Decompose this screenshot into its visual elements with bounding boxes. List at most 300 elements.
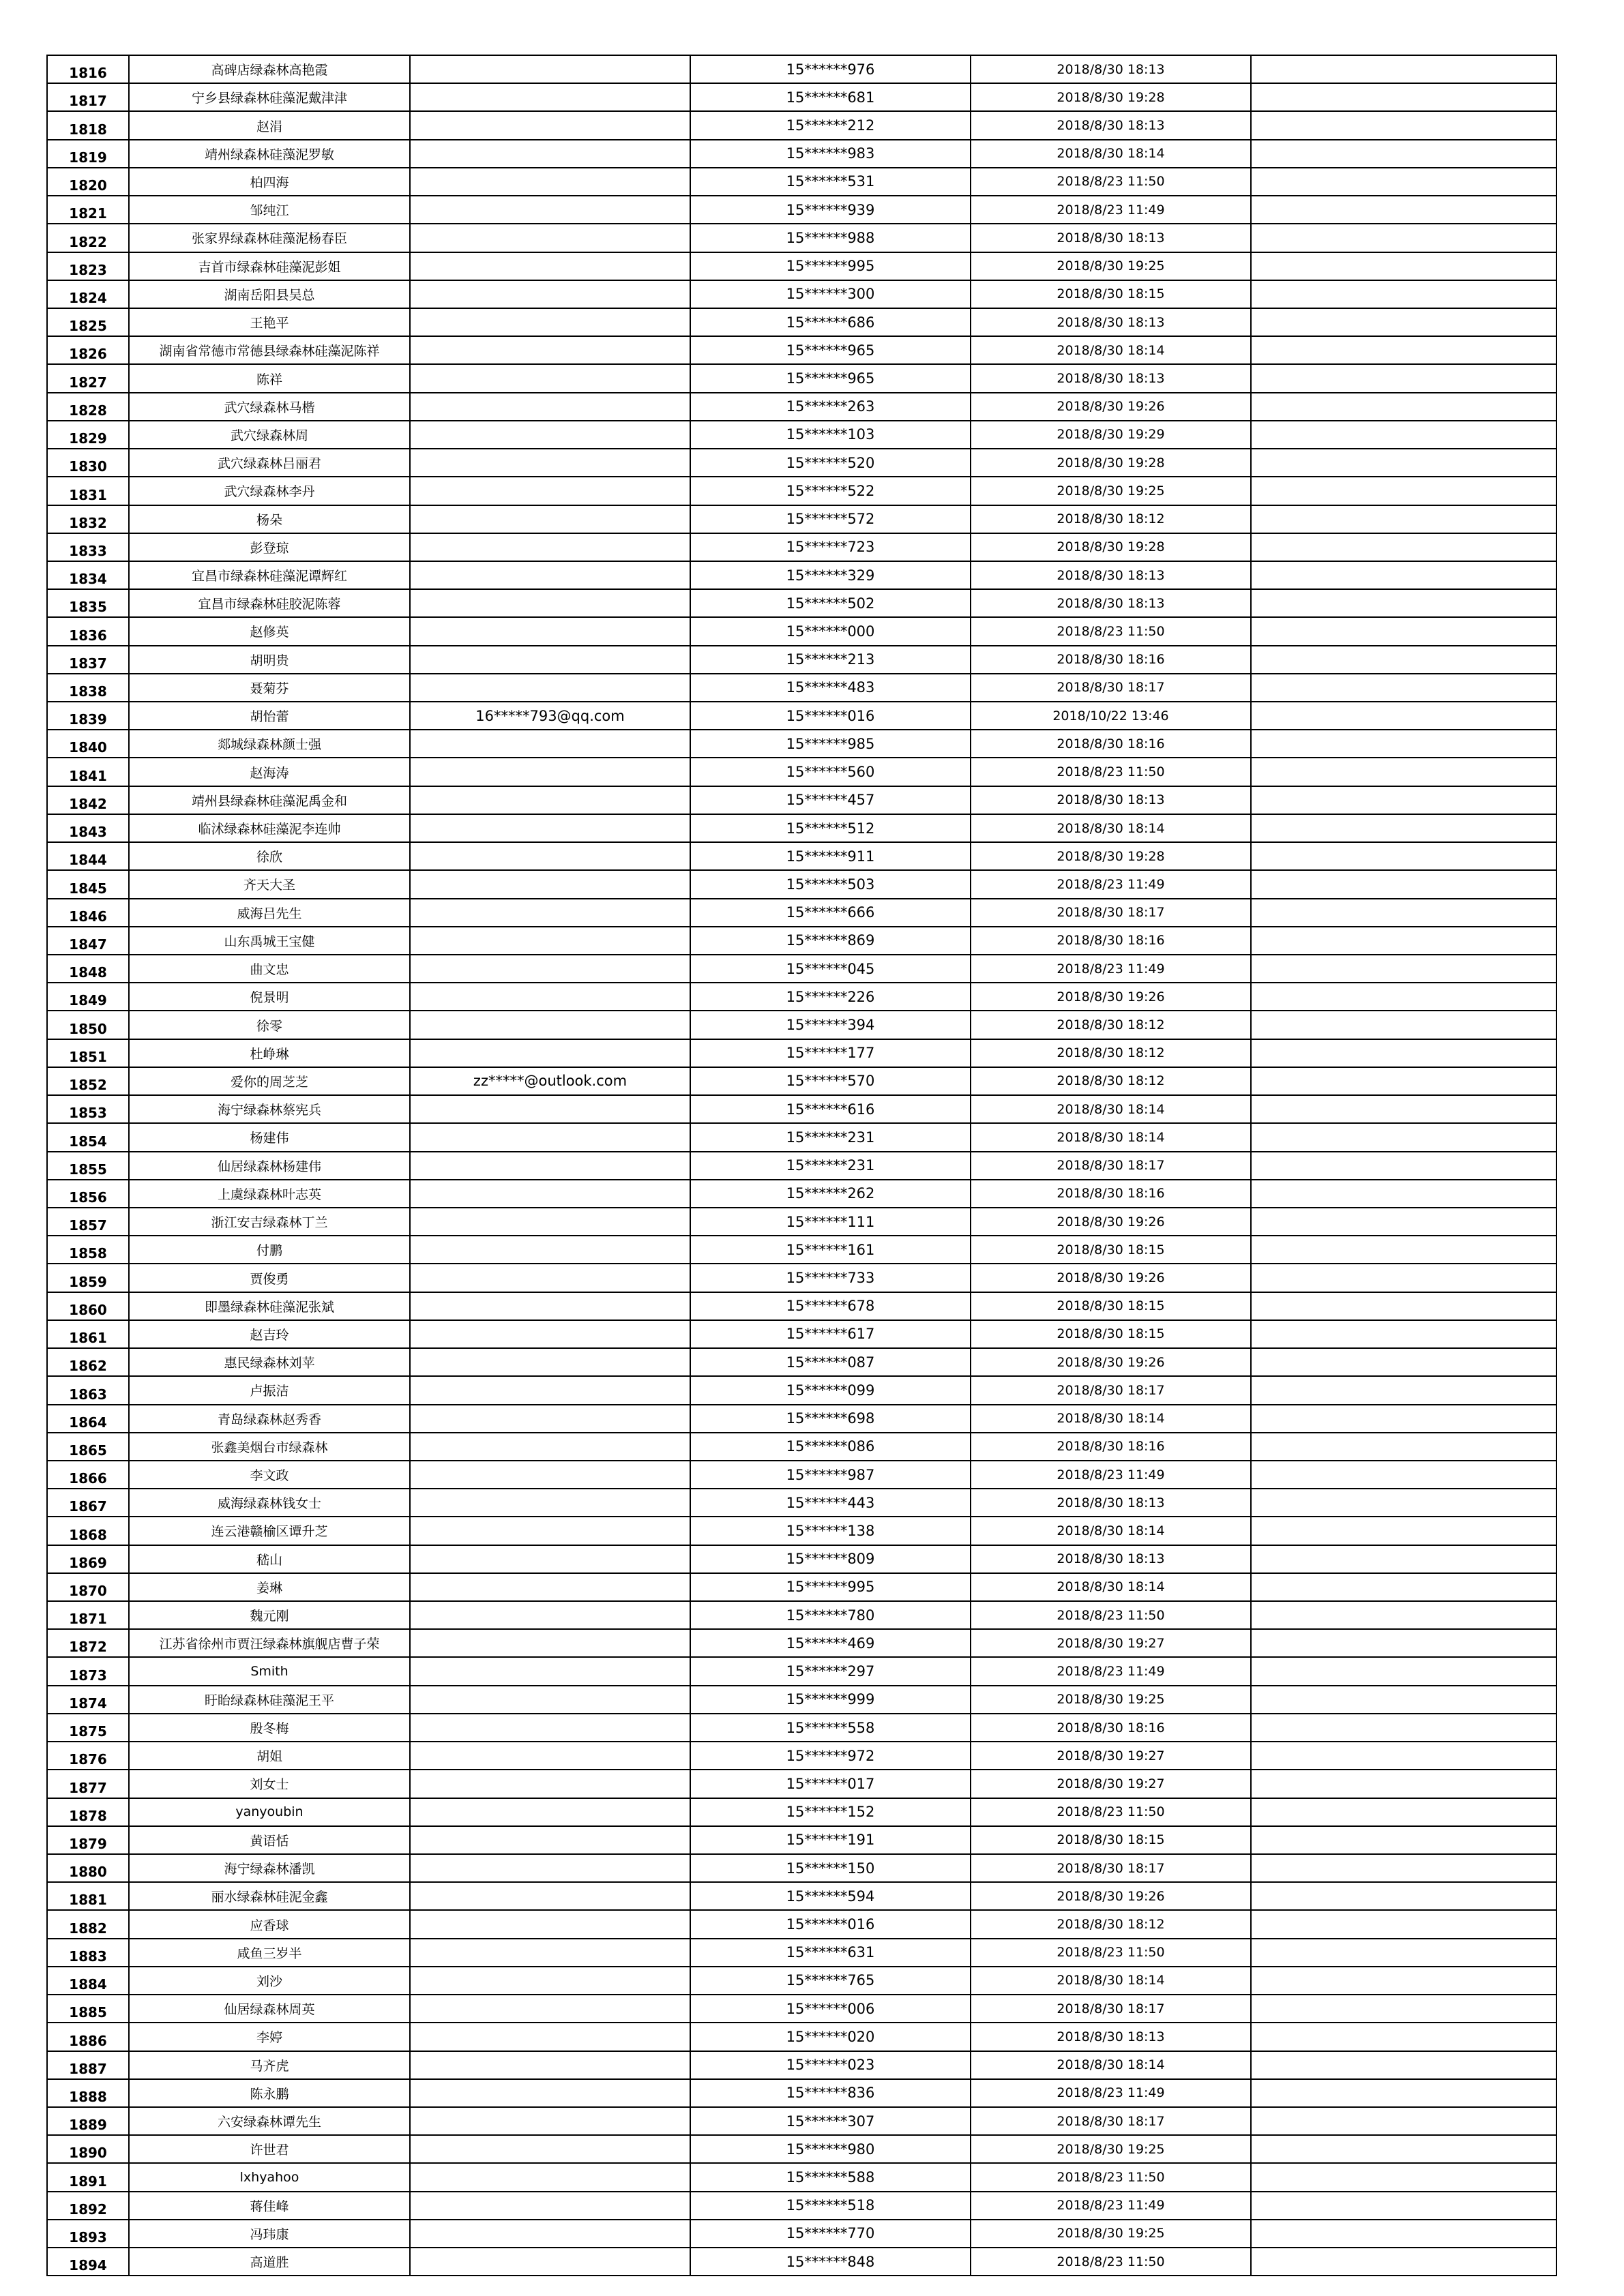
table-row xyxy=(47,1348,1556,1376)
row-number-cell: 1850 xyxy=(47,1011,129,1039)
name-cell: 武穴绿森林周 xyxy=(129,421,410,449)
table-row xyxy=(47,1376,1556,1404)
email-cell xyxy=(410,899,690,927)
empty-cell xyxy=(1251,2079,1556,2107)
timestamp-cell: 2018/8/30 18:16 xyxy=(971,1714,1251,1742)
table-row xyxy=(47,1039,1556,1067)
timestamp-cell: 2018/8/30 18:15 xyxy=(971,1320,1251,1348)
phone-cell: 15******560 xyxy=(690,758,971,786)
name-cell: 海宁绿森林潘凯 xyxy=(129,1854,410,1882)
phone-cell: 15******045 xyxy=(690,955,971,983)
empty-cell xyxy=(1251,280,1556,308)
row-number-cell: 1879 xyxy=(47,1826,129,1854)
row-number-cell: 1854 xyxy=(47,1123,129,1151)
timestamp-cell: 2018/8/30 18:16 xyxy=(971,1180,1251,1208)
name-cell: 胡姐 xyxy=(129,1742,410,1770)
name-cell: 徐零 xyxy=(129,1011,410,1039)
email-cell xyxy=(410,168,690,196)
row-number-cell: 1841 xyxy=(47,758,129,786)
phone-cell: 15******152 xyxy=(690,1798,971,1826)
phone-cell: 15******307 xyxy=(690,2107,971,2135)
empty-cell xyxy=(1251,1405,1556,1433)
row-number-cell: 1816 xyxy=(47,55,129,83)
timestamp-cell: 2018/8/30 18:14 xyxy=(971,2051,1251,2079)
row-number-cell: 1820 xyxy=(47,168,129,196)
timestamp-cell: 2018/8/30 18:16 xyxy=(971,730,1251,758)
name-cell: 惠民绿森林刘苹 xyxy=(129,1348,410,1376)
phone-cell: 15******911 xyxy=(690,842,971,870)
empty-cell xyxy=(1251,533,1556,561)
row-number-cell: 1859 xyxy=(47,1264,129,1292)
email-cell xyxy=(410,421,690,449)
name-cell: 高道胜 xyxy=(129,2248,410,2276)
table-row xyxy=(47,1264,1556,1292)
name-cell: 魏元刚 xyxy=(129,1601,410,1629)
timestamp-cell: 2018/8/23 11:49 xyxy=(971,1461,1251,1489)
empty-cell xyxy=(1251,1742,1556,1770)
phone-cell: 15******111 xyxy=(690,1208,971,1236)
row-number-cell: 1889 xyxy=(47,2107,129,2135)
table-row xyxy=(47,814,1556,842)
email-cell xyxy=(410,1629,690,1657)
row-number-cell: 1863 xyxy=(47,1376,129,1404)
name-cell: 仙居绿森林周英 xyxy=(129,1995,410,2023)
empty-cell xyxy=(1251,1826,1556,1854)
row-number-cell: 1866 xyxy=(47,1461,129,1489)
phone-cell: 15******995 xyxy=(690,1573,971,1601)
table-row xyxy=(47,1601,1556,1629)
phone-cell: 15******988 xyxy=(690,224,971,252)
table-row xyxy=(47,1910,1556,1938)
timestamp-cell: 2018/8/30 19:27 xyxy=(971,1742,1251,1770)
timestamp-cell: 2018/8/30 18:17 xyxy=(971,899,1251,927)
table-row xyxy=(47,1011,1556,1039)
row-number-cell: 1834 xyxy=(47,561,129,589)
empty-cell xyxy=(1251,421,1556,449)
timestamp-cell: 2018/8/30 18:13 xyxy=(971,589,1251,617)
empty-cell xyxy=(1251,1180,1556,1208)
row-number-cell: 1862 xyxy=(47,1348,129,1376)
email-cell xyxy=(410,2079,690,2107)
table-row xyxy=(47,2135,1556,2163)
phone-cell: 15******985 xyxy=(690,730,971,758)
email-cell xyxy=(410,364,690,392)
timestamp-cell: 2018/8/30 19:25 xyxy=(971,252,1251,280)
empty-cell xyxy=(1251,252,1556,280)
timestamp-cell: 2018/8/30 19:26 xyxy=(971,1348,1251,1376)
timestamp-cell: 2018/8/23 11:50 xyxy=(971,1798,1251,1826)
phone-cell: 15******017 xyxy=(690,1770,971,1798)
email-cell xyxy=(410,1348,690,1376)
row-number-cell: 1888 xyxy=(47,2079,129,2107)
empty-cell xyxy=(1251,1910,1556,1938)
row-number-cell: 1877 xyxy=(47,1770,129,1798)
table-row xyxy=(47,1742,1556,1770)
table-row xyxy=(47,617,1556,645)
name-cell: 宜昌市绿森林硅藻泥谭辉红 xyxy=(129,561,410,589)
email-cell xyxy=(410,1967,690,1995)
empty-cell xyxy=(1251,955,1556,983)
phone-cell: 15******020 xyxy=(690,2023,971,2051)
email-cell xyxy=(410,2051,690,2079)
row-number-cell: 1821 xyxy=(47,196,129,224)
table-row xyxy=(47,1714,1556,1742)
phone-cell: 15******617 xyxy=(690,1320,971,1348)
table-row xyxy=(47,1095,1556,1123)
records-table xyxy=(46,55,1557,2276)
empty-cell xyxy=(1251,2163,1556,2191)
email-cell xyxy=(410,1686,690,1714)
timestamp-cell: 2018/8/30 18:17 xyxy=(971,1854,1251,1882)
table-row xyxy=(47,2163,1556,2191)
table-row xyxy=(47,2107,1556,2135)
row-number-cell: 1824 xyxy=(47,280,129,308)
email-cell xyxy=(410,1292,690,1320)
phone-cell: 15******869 xyxy=(690,927,971,955)
phone-cell: 15******023 xyxy=(690,2051,971,2079)
timestamp-cell: 2018/8/23 11:49 xyxy=(971,870,1251,898)
row-number-cell: 1883 xyxy=(47,1939,129,1967)
phone-cell: 15******212 xyxy=(690,111,971,139)
empty-cell xyxy=(1251,308,1556,336)
timestamp-cell: 2018/8/23 11:50 xyxy=(971,168,1251,196)
timestamp-cell: 2018/8/23 11:50 xyxy=(971,1601,1251,1629)
email-cell xyxy=(410,730,690,758)
email-cell xyxy=(410,1208,690,1236)
phone-cell: 15******161 xyxy=(690,1236,971,1264)
row-number-cell: 1856 xyxy=(47,1180,129,1208)
name-cell: 陈永鹏 xyxy=(129,2079,410,2107)
row-number-cell: 1887 xyxy=(47,2051,129,2079)
email-cell xyxy=(410,2248,690,2276)
table-row xyxy=(47,1995,1556,2023)
timestamp-cell: 2018/8/30 19:28 xyxy=(971,449,1251,477)
empty-cell xyxy=(1251,1433,1556,1461)
row-number-cell: 1828 xyxy=(47,393,129,421)
name-cell: 付鹏 xyxy=(129,1236,410,1264)
timestamp-cell: 2018/8/23 11:50 xyxy=(971,617,1251,645)
table-row xyxy=(47,1320,1556,1348)
phone-cell: 15******976 xyxy=(690,55,971,83)
phone-cell: 15******972 xyxy=(690,1742,971,1770)
email-cell xyxy=(410,1517,690,1545)
row-number-cell: 1847 xyxy=(47,927,129,955)
row-number-cell: 1842 xyxy=(47,786,129,814)
name-cell: 盱眙绿森林硅藻泥王平 xyxy=(129,1686,410,1714)
empty-cell xyxy=(1251,1601,1556,1629)
empty-cell xyxy=(1251,1882,1556,1910)
email-cell xyxy=(410,674,690,702)
empty-cell xyxy=(1251,702,1556,730)
name-cell: lxhyahoo xyxy=(129,2163,410,2191)
empty-cell xyxy=(1251,364,1556,392)
email-cell xyxy=(410,140,690,168)
table-row xyxy=(47,842,1556,870)
timestamp-cell: 2018/8/30 18:15 xyxy=(971,280,1251,308)
phone-cell: 15******999 xyxy=(690,1686,971,1714)
name-cell: 宁乡县绿森林硅藻泥戴津津 xyxy=(129,83,410,111)
phone-cell: 15******594 xyxy=(690,1882,971,1910)
timestamp-cell: 2018/8/30 18:13 xyxy=(971,2023,1251,2051)
timestamp-cell: 2018/8/30 18:13 xyxy=(971,224,1251,252)
table-row xyxy=(47,786,1556,814)
email-cell xyxy=(410,2220,690,2248)
empty-cell xyxy=(1251,1545,1556,1573)
empty-cell xyxy=(1251,1264,1556,1292)
timestamp-cell: 2018/8/30 19:25 xyxy=(971,2135,1251,2163)
timestamp-cell: 2018/8/30 19:28 xyxy=(971,83,1251,111)
empty-cell xyxy=(1251,505,1556,533)
phone-cell: 15******631 xyxy=(690,1939,971,1967)
email-cell xyxy=(410,589,690,617)
email-cell xyxy=(410,1882,690,1910)
table-row xyxy=(47,1180,1556,1208)
empty-cell xyxy=(1251,1854,1556,1882)
phone-cell: 15******733 xyxy=(690,1264,971,1292)
phone-cell: 15******469 xyxy=(690,1629,971,1657)
table-row xyxy=(47,1826,1556,1854)
phone-cell: 15******666 xyxy=(690,899,971,927)
name-cell: 宜昌市绿森林硅胶泥陈蓉 xyxy=(129,589,410,617)
phone-cell: 15******086 xyxy=(690,1433,971,1461)
empty-cell xyxy=(1251,2023,1556,2051)
timestamp-cell: 2018/8/30 18:16 xyxy=(971,1433,1251,1461)
email-cell xyxy=(410,1320,690,1348)
email-cell xyxy=(410,2023,690,2051)
email-cell xyxy=(410,617,690,645)
empty-cell xyxy=(1251,1208,1556,1236)
timestamp-cell: 2018/8/30 18:14 xyxy=(971,140,1251,168)
email-cell xyxy=(410,1011,690,1039)
empty-cell xyxy=(1251,1067,1556,1095)
table-row xyxy=(47,336,1556,364)
timestamp-cell: 2018/8/30 18:14 xyxy=(971,1967,1251,1995)
records-table-body xyxy=(47,55,1556,2276)
table-row xyxy=(47,1236,1556,1264)
row-number-cell: 1860 xyxy=(47,1292,129,1320)
row-number-cell: 1853 xyxy=(47,1095,129,1123)
row-number-cell: 1881 xyxy=(47,1882,129,1910)
email-cell xyxy=(410,1770,690,1798)
timestamp-cell: 2018/8/30 18:12 xyxy=(971,1910,1251,1938)
row-number-cell: 1876 xyxy=(47,1742,129,1770)
email-cell xyxy=(410,1123,690,1151)
table-row xyxy=(47,899,1556,927)
name-cell: 陈祥 xyxy=(129,364,410,392)
email-cell: 16*****793@qq.com xyxy=(410,702,690,730)
name-cell: 刘沙 xyxy=(129,1967,410,1995)
phone-cell: 15******678 xyxy=(690,1292,971,1320)
name-cell: 曲文忠 xyxy=(129,955,410,983)
empty-cell xyxy=(1251,758,1556,786)
email-cell: zz*****@outlook.com xyxy=(410,1067,690,1095)
name-cell: 即墨绿森林硅藻泥张斌 xyxy=(129,1292,410,1320)
phone-cell: 15******570 xyxy=(690,1067,971,1095)
phone-cell: 15******000 xyxy=(690,617,971,645)
table-row xyxy=(47,674,1556,702)
row-number-cell: 1838 xyxy=(47,674,129,702)
empty-cell xyxy=(1251,1376,1556,1404)
name-cell: 倪景明 xyxy=(129,983,410,1011)
name-cell: 威海吕先生 xyxy=(129,899,410,927)
row-number-cell: 1851 xyxy=(47,1039,129,1067)
table-row xyxy=(47,1067,1556,1095)
email-cell xyxy=(410,1264,690,1292)
email-cell xyxy=(410,1039,690,1067)
table-row xyxy=(47,140,1556,168)
timestamp-cell: 2018/8/23 11:49 xyxy=(971,955,1251,983)
timestamp-cell: 2018/8/30 19:26 xyxy=(971,1882,1251,1910)
timestamp-cell: 2018/8/30 19:26 xyxy=(971,983,1251,1011)
timestamp-cell: 2018/8/30 18:13 xyxy=(971,561,1251,589)
empty-cell xyxy=(1251,870,1556,898)
table-row xyxy=(47,83,1556,111)
table-row xyxy=(47,364,1556,392)
email-cell xyxy=(410,1601,690,1629)
empty-cell xyxy=(1251,336,1556,364)
timestamp-cell: 2018/8/30 19:29 xyxy=(971,421,1251,449)
row-number-cell: 1872 xyxy=(47,1629,129,1657)
name-cell: 黄语恬 xyxy=(129,1826,410,1854)
email-cell xyxy=(410,1798,690,1826)
row-number-cell: 1871 xyxy=(47,1601,129,1629)
email-cell xyxy=(410,1657,690,1685)
row-number-cell: 1819 xyxy=(47,140,129,168)
email-cell xyxy=(410,224,690,252)
phone-cell: 15******723 xyxy=(690,533,971,561)
email-cell xyxy=(410,252,690,280)
phone-cell: 15******518 xyxy=(690,2192,971,2220)
name-cell: 浙江安吉绿森林丁兰 xyxy=(129,1208,410,1236)
table-row xyxy=(47,1123,1556,1151)
email-cell xyxy=(410,111,690,139)
row-number-cell: 1891 xyxy=(47,2163,129,2191)
email-cell xyxy=(410,1405,690,1433)
phone-cell: 15******006 xyxy=(690,1995,971,2023)
table-row xyxy=(47,1433,1556,1461)
timestamp-cell: 2018/8/30 18:16 xyxy=(971,646,1251,674)
name-cell: 胡明贵 xyxy=(129,646,410,674)
empty-cell xyxy=(1251,168,1556,196)
table-row xyxy=(47,2248,1556,2276)
phone-cell: 15******226 xyxy=(690,983,971,1011)
row-number-cell: 1826 xyxy=(47,336,129,364)
phone-cell: 15******686 xyxy=(690,308,971,336)
name-cell: 柏四海 xyxy=(129,168,410,196)
table-row xyxy=(47,308,1556,336)
empty-cell xyxy=(1251,1292,1556,1320)
spreadsheet-page xyxy=(46,55,1556,2276)
row-number-cell: 1818 xyxy=(47,111,129,139)
row-number-cell: 1833 xyxy=(47,533,129,561)
email-cell xyxy=(410,1180,690,1208)
empty-cell xyxy=(1251,1152,1556,1180)
phone-cell: 15******231 xyxy=(690,1152,971,1180)
table-row xyxy=(47,477,1556,505)
table-row xyxy=(47,55,1556,83)
phone-cell: 15******502 xyxy=(690,589,971,617)
table-row xyxy=(47,2023,1556,2051)
row-number-cell: 1817 xyxy=(47,83,129,111)
table-row xyxy=(47,224,1556,252)
name-cell: 青岛绿森林赵秀香 xyxy=(129,1405,410,1433)
name-cell: 李婷 xyxy=(129,2023,410,2051)
email-cell xyxy=(410,1489,690,1517)
name-cell: 刘女士 xyxy=(129,1770,410,1798)
phone-cell: 15******087 xyxy=(690,1348,971,1376)
email-cell xyxy=(410,983,690,1011)
timestamp-cell: 2018/8/30 19:25 xyxy=(971,477,1251,505)
phone-cell: 15******150 xyxy=(690,1854,971,1882)
name-cell: 马齐虎 xyxy=(129,2051,410,2079)
name-cell: 杜峥琳 xyxy=(129,1039,410,1067)
timestamp-cell: 2018/8/30 19:27 xyxy=(971,1770,1251,1798)
empty-cell xyxy=(1251,1095,1556,1123)
phone-cell: 15******558 xyxy=(690,1714,971,1742)
row-number-cell: 1884 xyxy=(47,1967,129,1995)
email-cell xyxy=(410,1826,690,1854)
email-cell xyxy=(410,1910,690,1938)
name-cell: 临沭绿森林硅藻泥李连帅 xyxy=(129,814,410,842)
empty-cell xyxy=(1251,2192,1556,2220)
empty-cell xyxy=(1251,899,1556,927)
email-cell xyxy=(410,533,690,561)
phone-cell: 15******836 xyxy=(690,2079,971,2107)
phone-cell: 15******809 xyxy=(690,1545,971,1573)
name-cell: 齐天大圣 xyxy=(129,870,410,898)
table-row xyxy=(47,1657,1556,1685)
timestamp-cell: 2018/8/30 19:28 xyxy=(971,842,1251,870)
timestamp-cell: 2018/8/30 18:12 xyxy=(971,1011,1251,1039)
table-row xyxy=(47,2079,1556,2107)
timestamp-cell: 2018/8/30 18:17 xyxy=(971,1995,1251,2023)
row-number-cell: 1868 xyxy=(47,1517,129,1545)
row-number-cell: 1886 xyxy=(47,2023,129,2051)
empty-cell xyxy=(1251,477,1556,505)
name-cell: 彭登琼 xyxy=(129,533,410,561)
email-cell xyxy=(410,927,690,955)
timestamp-cell: 2018/8/30 18:14 xyxy=(971,1573,1251,1601)
timestamp-cell: 2018/8/23 11:50 xyxy=(971,2248,1251,2276)
phone-cell: 15******231 xyxy=(690,1123,971,1151)
name-cell: 张鑫美烟台市绿森林 xyxy=(129,1433,410,1461)
phone-cell: 15******765 xyxy=(690,1967,971,1995)
email-cell xyxy=(410,758,690,786)
table-row xyxy=(47,2220,1556,2248)
empty-cell xyxy=(1251,983,1556,1011)
email-cell xyxy=(410,2135,690,2163)
table-row xyxy=(47,196,1556,224)
email-cell xyxy=(410,786,690,814)
name-cell: 杨建伟 xyxy=(129,1123,410,1151)
timestamp-cell: 2018/8/30 18:16 xyxy=(971,927,1251,955)
email-cell xyxy=(410,1095,690,1123)
email-cell xyxy=(410,1714,690,1742)
name-cell: 冯玮康 xyxy=(129,2220,410,2248)
row-number-cell: 1845 xyxy=(47,870,129,898)
name-cell: Smith xyxy=(129,1657,410,1685)
name-cell: 山东禹城王宝健 xyxy=(129,927,410,955)
empty-cell xyxy=(1251,1657,1556,1685)
row-number-cell: 1880 xyxy=(47,1854,129,1882)
table-row xyxy=(47,927,1556,955)
name-cell: 靖州绿森林硅藻泥罗敏 xyxy=(129,140,410,168)
row-number-cell: 1875 xyxy=(47,1714,129,1742)
row-number-cell: 1874 xyxy=(47,1686,129,1714)
timestamp-cell: 2018/8/30 18:17 xyxy=(971,1376,1251,1404)
empty-cell xyxy=(1251,1123,1556,1151)
timestamp-cell: 2018/8/30 19:28 xyxy=(971,533,1251,561)
